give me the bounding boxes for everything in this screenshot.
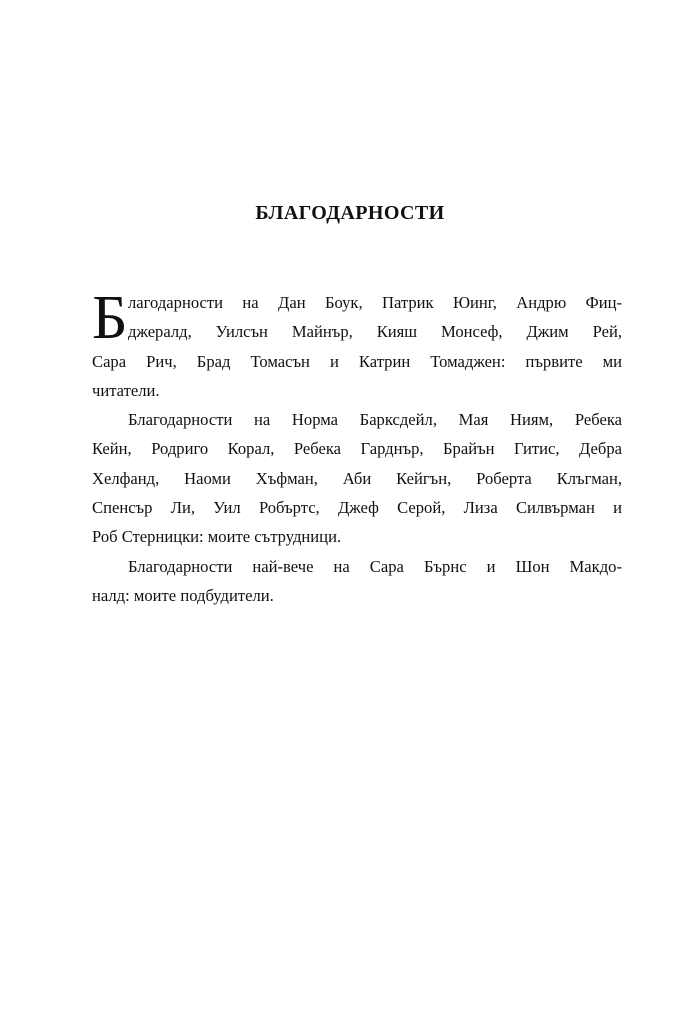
paragraph-1-line-2: джералд, Уилсън Майнър, Кияш Монсеф, Джим Рей, [128,322,622,342]
paragraph-2-line-5: Роб Стерницки: моите сътрудници. [92,527,342,547]
paragraph-2-line-1: Благодарности на Норма Барксдейл, Мая Ниям, Ребека [128,410,622,430]
paragraph-3-line-2: налд: моите подбудители. [92,585,274,605]
paragraph-3-line-1: Благодарности най-вече на Сара Бърнс и Шон Макдо- [128,556,622,576]
page-heading: БЛАГОДАРНОСТИ [255,202,445,224]
paragraph-1-line-4: читатели. [92,380,160,400]
paragraph-2-line-3: Хелфанд, Наоми Хъфман, Аби Кейгън, Роберта Клъгман, [92,468,622,488]
paragraph-1-line-3: Сара Рич, Брад Томасън и Катрин Томаджен: първите ми [92,351,622,371]
acknowledgements-text [92,284,622,610]
paragraph-2-line-4: Спенсър Ли, Уил Робъртс, Джеф Серой, Лиза Силвърман и [92,498,622,518]
paragraph-2-line-2: Кейн, Родриго Корал, Ребека Гарднър, Брайън Гитис, Дебра [92,439,622,459]
paragraph-1-line-1: лагодарности на Дан Боук, Патрик Юинг, Андрю Фиц- [128,293,622,312]
drop-cap-letter: Б [92,284,128,352]
